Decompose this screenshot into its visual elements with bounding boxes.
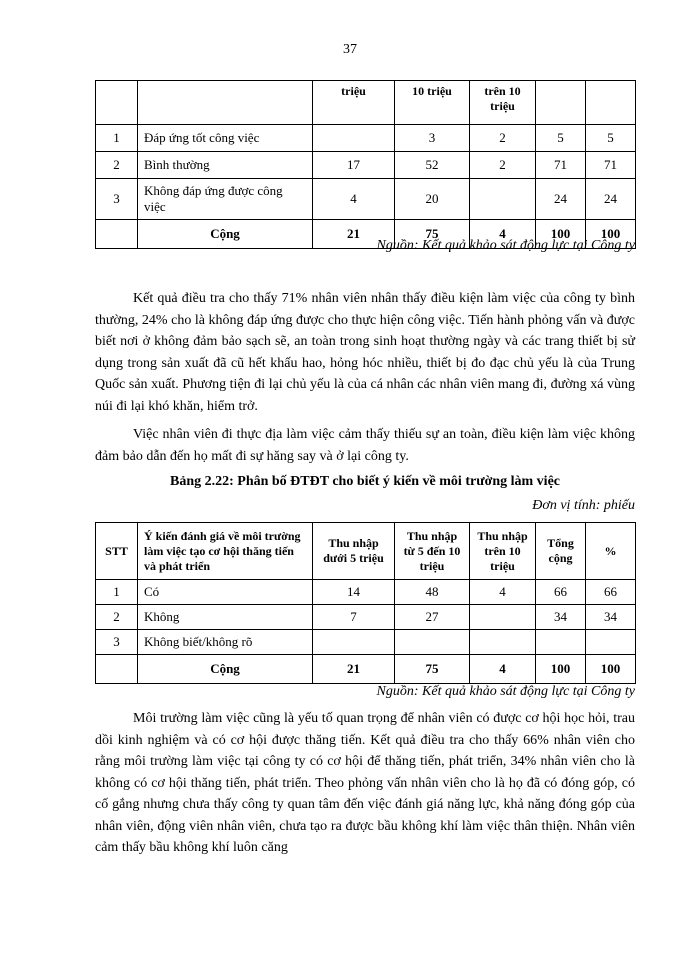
table-cell: 5 [586,125,636,152]
table-cell: 2 [96,152,138,179]
table-cell: Không biết/không rõ [138,630,313,655]
table-cell: 4 [470,220,536,249]
header-cell: Thu nhập từ 5 đến 10 triệu [395,523,470,580]
table-cell: 14 [313,580,395,605]
paragraph: Kết quả điều tra cho thấy 71% nhân viên nhân thấy điều kiện làm việc của công ty bình thường, 24% cho là không đáp ứng được cho thực hiện công việc. Tiến hành phỏng vấn và được biết nơi ở không đảm bảo sạch sẽ, an toàn trong sinh hoạt thường ngày và các trang thiết bị sử dụng trong sản xuất đã cũ hết khấu hao, hỏng hóc nhiều, thiết bị đo đạc chủ yếu là của Trung Quốc sản xuất. Phương tiện đi lại chủ yếu là của cá nhân các nhân viên mang đi, đường xá vùng núi đi lại khó khăn, hiểm trở. [95,291,635,414]
header-cell [586,81,636,125]
table-cell: Đáp ứng tốt công việc [138,125,313,152]
table-cell: Cộng [138,220,313,249]
header-cell: Thu nhập trên 10 triệu [470,523,536,580]
table-cell: 66 [536,580,586,605]
table-row [96,152,636,179]
table-cell: 24 [586,179,636,220]
header-cell: trên 10 triệu [470,81,536,125]
paragraph: Việc nhân viên đi thực địa làm việc cảm thấy thiếu sự an toàn, điều kiện làm việc không đảm bảo dẫn đến họ mất đi sự hăng say và ở lại công ty. [95,427,635,464]
table-cell: 20 [395,179,470,220]
table-cell: Không đáp ứng được công việc [138,179,313,220]
header-cell: STT [96,523,138,580]
page-number: 37 [343,42,357,57]
header-cell: Ý kiến đánh giá về môi trường làm việc tạo cơ hội thăng tiến và phát triển [138,523,313,580]
table-cell: 4 [313,179,395,220]
table-unit-note: Đơn vị tính: phiếu [532,498,635,513]
table-cell [96,655,138,684]
table-work-environment [95,522,636,684]
table-row [96,630,636,655]
table-source-note: Nguồn: Kết quả khảo sát động lực tại Công ty [376,238,635,253]
table-cell: 66 [586,580,636,605]
table-cell: 100 [586,220,636,249]
table-job-conditions [95,80,636,249]
table-cell [470,605,536,630]
header-cell: 10 triệu [395,81,470,125]
table-row [96,125,636,152]
table-source-note: Nguồn: Kết quả khảo sát động lực tại Công ty [376,684,635,699]
table-cell: 27 [395,605,470,630]
table-cell: 2 [96,605,138,630]
table-cell: 17 [313,152,395,179]
table-cell: 3 [96,179,138,220]
table-cell: 34 [586,605,636,630]
header-cell [138,81,313,125]
table-cell: Cộng [138,655,313,684]
header-cell: triệu [313,81,395,125]
table-cell: 2 [470,152,536,179]
table-cell: Có [138,580,313,605]
table-cell: 24 [536,179,586,220]
table-cell: 1 [96,125,138,152]
table-cell: Bình thường [138,152,313,179]
table-cell: 100 [536,655,586,684]
table-cell: 4 [470,655,536,684]
table-cell: 21 [313,220,395,249]
table-cell: 3 [395,125,470,152]
header-cell [96,81,138,125]
table-row [96,179,636,220]
table-row [96,605,636,630]
table-cell: 3 [96,630,138,655]
table-cell: 75 [395,655,470,684]
table-cell [586,630,636,655]
table-caption: Bảng 2.22: Phân bố ĐTĐT cho biết ý kiến về môi trường làm việc [169,474,561,489]
table-cell [313,125,395,152]
table-cell: 71 [536,152,586,179]
table-row [96,580,636,605]
table-cell: 100 [536,220,586,249]
paragraph: Môi trường làm việc cũng là yếu tố quan trọng để nhân viên có được cơ hội học hỏi, trau dồi kinh nghiệm và có cơ hội được thăng tiến. Kết quả điều tra cho thấy 66% nhân viên cho rằng môi trường làm việc tại công ty có cơ hội để thăng tiến, phát triển, 34% nhân viên cho là không có cơ hội thăng tiến, phát triển. Theo phỏng vấn nhân viên cho là họ đã có đóng góp, có cố gắng nhưng chưa thấy công ty quan tâm đến việc đánh giá năng lực, khả năng đóng góp của nhân viên, động viên nhân viên, chưa tạo ra được bầu không khí làm việc thân thiện. Nhân viên cảm thấy bầu không khí luôn căng [95,711,635,855]
table-cell [395,630,470,655]
header-cell: Thu nhập dưới 5 triệu [313,523,395,580]
table-cell [313,630,395,655]
table-cell: 48 [395,580,470,605]
table-cell: 4 [470,580,536,605]
table-header-row [96,81,636,125]
table-cell: Không [138,605,313,630]
table-cell [470,179,536,220]
table-cell: 52 [395,152,470,179]
table-cell: 100 [586,655,636,684]
table-cell: 2 [470,125,536,152]
table-cell: 7 [313,605,395,630]
header-cell: Tổng cộng [536,523,586,580]
table-header-row [96,523,636,580]
table-cell [536,630,586,655]
table-cell: 5 [536,125,586,152]
header-cell: % [586,523,636,580]
table-cell: 75 [395,220,470,249]
table-cell: 34 [536,605,586,630]
table-cell: 71 [586,152,636,179]
table-total-row [96,655,636,684]
table-cell [470,630,536,655]
header-cell [536,81,586,125]
table-cell: 21 [313,655,395,684]
table-cell: 1 [96,580,138,605]
